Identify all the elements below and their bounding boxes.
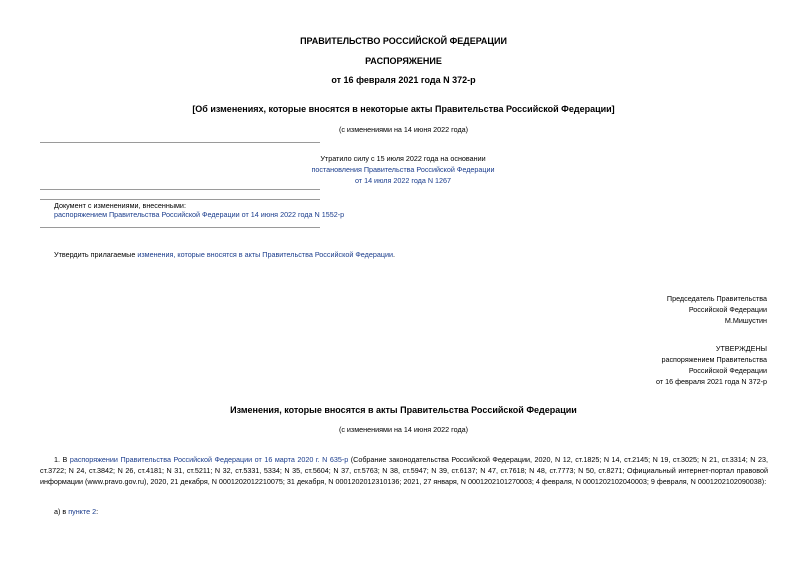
approved-block	[656, 343, 767, 387]
divider	[40, 142, 320, 143]
sub-item-a-prefix: а) в	[54, 507, 69, 516]
annex-title: Изменения, которые вносятся в акты Правительства Российской Федерации	[230, 405, 577, 415]
document-title: [Об изменениях, которые вносятся в некоторые акты Правительства Российской Федерации]	[192, 104, 615, 114]
signature-block	[667, 293, 767, 326]
item-1-text: (Собрание законодательства Российской Федерации, 2020, N 12, ст.1825; N 14, ст.2145; N 19, ст.3025; N 21, ст.3314; N 23, ст.3722; N 24, ст.3842; N 26, ст.4181; N 31, ст.5211; N 32, ст.5331, 5334; N 35, ст.5604; N 37, ст.5763; N 38, ст.5947; N 39, ст.6137; N 47, ст.7618; N 48, ст.7773; N 50, ст.8271; Официальный интернет-портал правовой информации (www.pravo.gov.ru), 2020, 21 декабря, N 0001202012210075; 31 декабря, N 0001202012310136; 2021, 27 января, N 0001202101270003; 4 февраля, N 0001202102040003; 9 февраля, N 0001202102090038):	[40, 455, 768, 486]
approved-label: УТВЕРЖДЕНЫ	[715, 344, 767, 353]
government-heading: ПРАВИТЕЛЬСТВО РОССИЙСКОЙ ФЕДЕРАЦИИ	[300, 36, 507, 46]
annex-changes-note: (с изменениями на 14 июня 2022 года)	[338, 425, 469, 434]
item-1-prefix: 1. В	[54, 455, 70, 464]
document-type: РАСПОРЯЖЕНИЕ	[365, 56, 442, 66]
sub-item-a	[54, 507, 98, 516]
lost-force-text: Утратило силу с 15 июля 2022 года на основании	[320, 154, 486, 163]
signature-country: Российской Федерации	[688, 305, 767, 314]
approve-link[interactable]: изменения, которые вносятся в акты Правительства Российской Федерации	[137, 250, 393, 259]
amended-by-label: Документ с изменениями, внесенными:	[54, 201, 186, 210]
amended-by-link[interactable]: распоряжением Правительства Российской Федерации от 14 июня 2022 года N 1552-р	[54, 210, 345, 219]
lost-force-link[interactable]	[303, 164, 503, 186]
document-date: от 16 февраля 2021 года N 372-р	[331, 75, 476, 85]
signature-position: Председатель Правительства	[666, 294, 767, 303]
divider	[40, 199, 320, 200]
approved-line4: от 16 февраля 2021 года N 372-р	[656, 377, 767, 386]
approve-prefix: Утвердить прилагаемые	[54, 250, 138, 259]
item-1-paragraph	[40, 454, 768, 487]
sub-item-a-suffix: :	[96, 507, 99, 516]
approve-suffix: .	[392, 250, 395, 259]
lost-force-link-line2: от 14 июля 2022 года N 1267	[354, 176, 452, 185]
lost-force-link-line1: постановления Правительства Российской Федерации	[311, 165, 495, 174]
item-1-link[interactable]: распоряжении Правительства Российской Федерации от 16 марта 2020 г. N 635-р	[69, 455, 349, 464]
divider	[40, 227, 320, 228]
changes-note: (с изменениями на 14 июня 2022 года)	[338, 125, 469, 134]
approve-sentence	[54, 250, 395, 259]
signature-name: М.Мишустин	[724, 316, 767, 325]
divider	[40, 189, 320, 190]
approved-line2: распоряжением Правительства	[661, 355, 767, 364]
sub-item-a-link[interactable]: пункте 2	[68, 507, 97, 516]
lost-force-note	[303, 153, 503, 186]
approved-line3: Российской Федерации	[688, 366, 767, 375]
